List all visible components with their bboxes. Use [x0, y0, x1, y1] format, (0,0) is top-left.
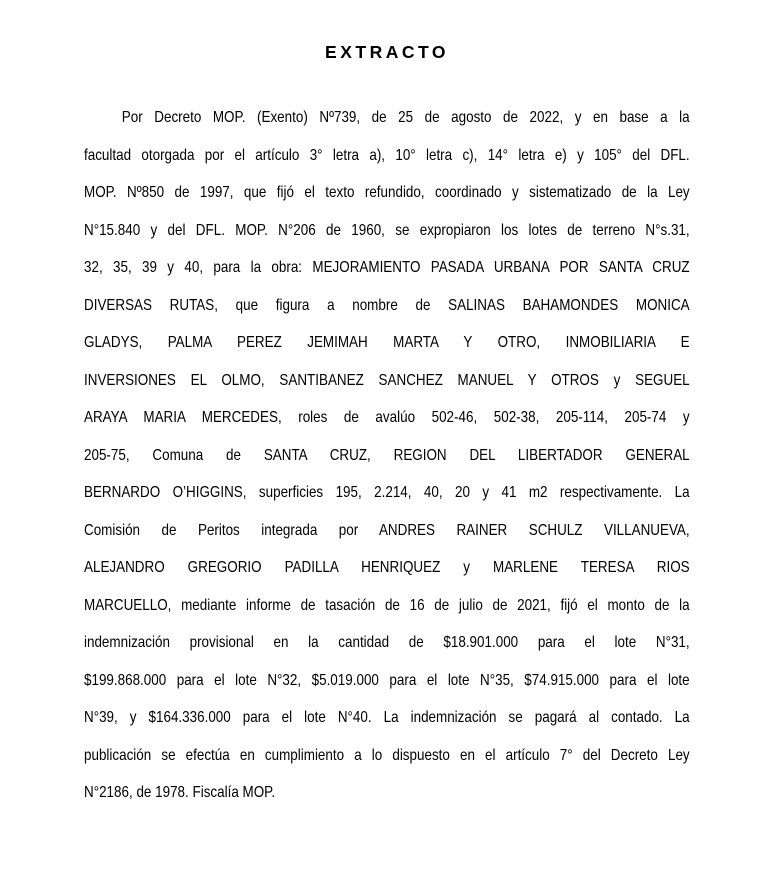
text-line: DIVERSAS RUTAS, que figura a nombre de SALINAS BAHAMONDES MONICA	[84, 296, 690, 314]
text-line: N°15.840 y del DFL. MOP. N°206 de 1960, se expropiaron los lotes de terreno N°s.31,	[84, 221, 690, 239]
document-title: EXTRACTO	[325, 42, 449, 62]
text-line: MOP. Nº850 de 1997, que fijó el texto refundido, coordinado y sistematizado de la Ley	[84, 184, 690, 201]
text-line: 32, 35, 39 y 40, para la obra: MEJORAMIENTO PASADA URBANA POR SANTA CRUZ	[84, 259, 690, 276]
document-body-paragraph	[84, 99, 690, 812]
text-line: facultad otorgada por el artículo 3° letra a), 10° letra c), 14° letra e) y 105° del DFL.	[84, 146, 690, 164]
text-line: GLADYS, PALMA PEREZ JEMIMAH MARTA Y OTRO, INMOBILIARIA E	[84, 334, 690, 351]
text-line: N°39, y $164.336.000 para el lote N°40. La indemnización se pagará al contado. La	[84, 709, 690, 726]
text-line: Por Decreto MOP. (Exento) Nº739, de 25 de agosto de 2022, y en base a la	[121, 109, 690, 126]
text-line: INVERSIONES EL OLMO, SANTIBANEZ SANCHEZ MANUEL Y OTROS y SEGUEL	[84, 371, 690, 389]
text-line: $199.868.000 para el lote N°32, $5.019.000 para el lote N°35, $74.915.000 para el lote	[84, 671, 690, 689]
text-line: N°2186, de 1978. Fiscalía MOP.	[84, 784, 276, 801]
text-line: 205-75, Comuna de SANTA CRUZ, REGION DEL LIBERTADOR GENERAL	[84, 446, 690, 464]
text-line: indemnización provisional en la cantidad de $18.901.000 para el lote N°31,	[84, 634, 690, 651]
text-line: ALEJANDRO GREGORIO PADILLA HENRIQUEZ y MARLENE TERESA RIOS	[84, 559, 690, 576]
text-line: Comisión de Peritos integrada por ANDRES RAINER SCHULZ VILLANUEVA,	[84, 521, 690, 539]
text-line: ARAYA MARIA MERCEDES, roles de avalúo 502-46, 502-38, 205-114, 205-74 y	[84, 409, 690, 426]
text-line: MARCUELLO, mediante informe de tasación de 16 de julio de 2021, fijó el monto de la	[84, 596, 690, 614]
text-line: publicación se efectúa en cumplimiento a lo dispuesto en el artículo 7° del Decreto Ley	[84, 746, 690, 764]
text-line: BERNARDO O’HIGGINS, superficies 195, 2.214, 40, 20 y 41 m2 respectivamente. La	[84, 484, 690, 501]
